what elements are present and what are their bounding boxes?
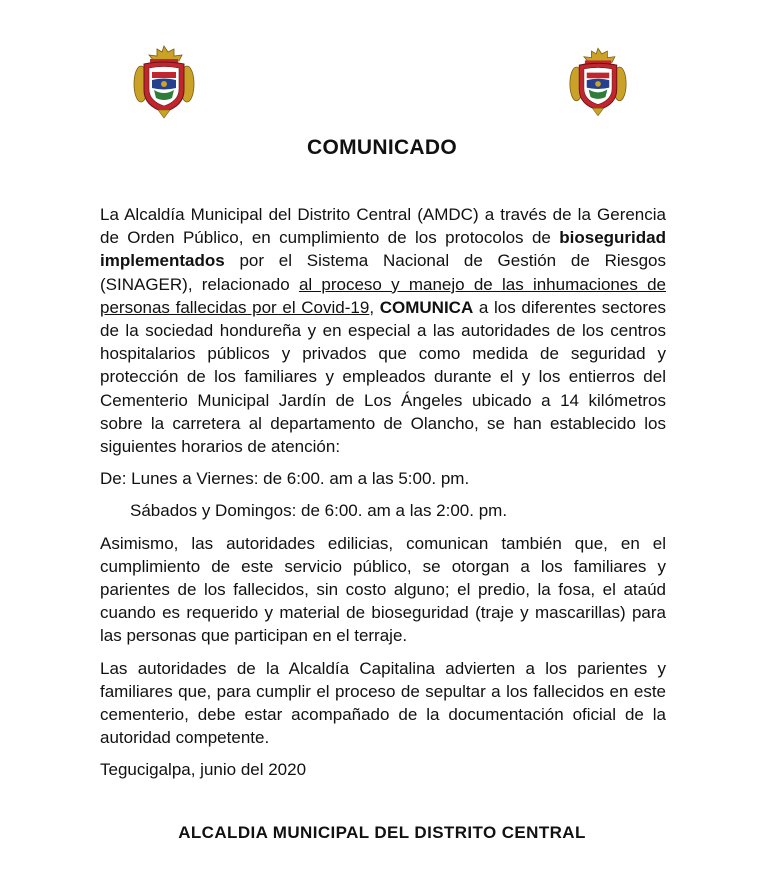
municipal-seal-icon	[132, 44, 196, 120]
document-title: COMUNICADO	[307, 136, 457, 159]
hours-weekend: Sábados y Domingos: de 6:00. am a las 2:00. pm.	[130, 501, 508, 521]
paragraph-text: por el	[224, 251, 307, 271]
paragraph-text: a los diferentes sectores de la sociedad hondureña y en especial a las autoridades de los centros hospitalarios públicos y privados que como medida de seguridad y protección de los familiares y empleados durante el y los entierros del Cementerio Municipal Jardín de Los Ángeles ubicado a 14 kilómetros sobre la carretera al departamento de Olancho, se han establecido los siguientes horarios de atención:	[100, 297, 667, 457]
main-paragraph	[100, 203, 666, 458]
agency-name: Sistema Nacional de Gestión de Riesgos (SINAGER)	[100, 251, 666, 294]
bold-text: COMUNICA	[379, 297, 474, 317]
underlined-text: al proceso y manejo de las inhumaciones de personas fallecidas por el Covid-19	[100, 274, 666, 317]
date-line: Tegucigalpa, junio del 2020	[100, 760, 307, 780]
document-body	[100, 203, 666, 782]
services-paragraph: Asimismo, las autoridades edilicias, comunican también que, en el cumplimiento de este servicio público, se otorgan a los familiares y parientes de los fallecidos, sin costo alguno; el predio, la fosa, el ataúd cuando es requerido y material de bioseguridad (traje y mascarillas) para las personas que participan en el terraje.	[100, 533, 666, 646]
hours-weekdays: De: Lunes a Viernes: de 6:00. am a las 5:00. pm.	[100, 469, 470, 489]
signature-line: ALCALDIA MUNICIPAL DEL DISTRITO CENTRAL	[178, 823, 586, 842]
paragraph-text: , relacionado	[187, 274, 299, 294]
municipal-seal-icon	[568, 46, 628, 118]
requirements-paragraph: Las autoridades de la Alcaldía Capitalina advierten a los parientes y familiares que, para cumplir el proceso de sepultar a los fallecidos en este cementerio, debe estar acompañado de la documentación oficial de la autoridad competente.	[100, 658, 666, 748]
paragraph-text: ,	[369, 297, 380, 317]
bold-text: bioseguridad implementados	[100, 228, 666, 271]
paragraph-text: La Alcaldía Municipal del Distrito Central (AMDC) a través de la Gerencia de Orden Público, en cumplimiento de los protocolos de	[100, 205, 666, 248]
